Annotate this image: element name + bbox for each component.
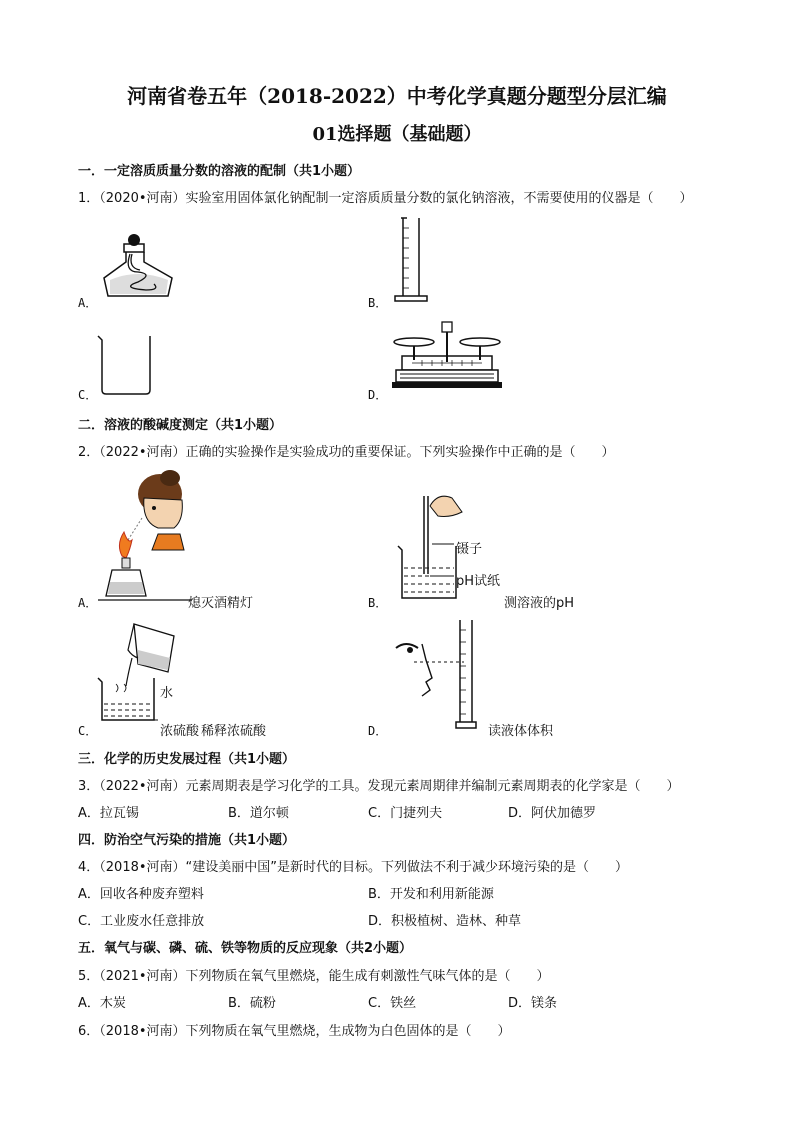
option: C．工业废水任意排放 <box>78 914 205 929</box>
option-caption: 稀释浓硫酸 <box>201 724 267 739</box>
option-label: A． <box>78 296 98 310</box>
option: C．门捷列夫 <box>368 806 443 821</box>
question-stem: 6．（2018•河南）下列物质在氧气里燃烧，生成物为白色固体的是（ ） <box>78 1024 511 1039</box>
question-stem: 2．（2022•河南）正确的实验操作是实验成功的重要保证。下列实验操作中正确的是（ ） <box>78 445 615 460</box>
section-heading: 二．溶液的酸碱度测定（共1小题） <box>78 418 283 433</box>
option: D．积极植树、造林、种草 <box>368 914 522 929</box>
beaker-image <box>98 334 154 396</box>
option-label: D． <box>368 724 388 738</box>
option-label: A． <box>78 596 98 610</box>
blowing-out-lamp-image <box>98 470 198 604</box>
dilution-image <box>98 620 158 726</box>
section-heading: 三．化学的历史发展过程（共1小题） <box>78 752 296 767</box>
option: A．回收各种废弃塑料 <box>78 887 204 902</box>
option: B．道尔顿 <box>228 806 289 821</box>
tweezers-label: 镊子 <box>456 542 483 557</box>
option: A．拉瓦锡 <box>78 806 139 821</box>
option-label: B． <box>368 596 388 610</box>
graduated-cylinder-image <box>395 216 435 306</box>
question-stem: 5．（2021•河南）下列物质在氧气里燃烧，能生成有刺激性气味气体的是（ ） <box>78 969 550 984</box>
question-stem: 3．（2022•河南）元素周期表是学习化学的工具。发现元素周期律并编制元素周期表的化学家是（ ） <box>78 779 680 794</box>
document-subtitle: 01选择题（基础题） <box>312 124 482 145</box>
option: A．木炭 <box>78 996 126 1011</box>
option-label: B． <box>368 296 388 310</box>
option: C．铁丝 <box>368 996 417 1011</box>
document-title: 河南省卷五年（2018-2022）中考化学真题分题型分层汇编 <box>127 84 667 108</box>
option: B．开发和利用新能源 <box>368 887 494 902</box>
option: D．镁条 <box>508 996 558 1011</box>
question-stem: 4．（2018•河南）“建设美丽中国”是新时代的目标。下列做法不利于减少环境污染的是（ ） <box>78 860 628 875</box>
option: B．硫粉 <box>228 996 276 1011</box>
option: D．阿伏加德罗 <box>508 806 597 821</box>
reading-volume-image <box>392 618 492 732</box>
option-caption: 读液体体积 <box>488 724 554 739</box>
gas-bottle-image <box>98 228 178 310</box>
option-caption: 熄灭酒精灯 <box>188 596 254 611</box>
section-heading: 一．一定溶质质量分数的溶液的配制（共1小题） <box>78 164 361 179</box>
option-label: C． <box>78 388 98 402</box>
water-label: 水 <box>160 686 174 701</box>
balance-image <box>392 320 504 400</box>
option-label: D． <box>368 388 388 402</box>
section-heading: 四．防治空气污染的措施（共1小题） <box>78 833 296 848</box>
option-label: C． <box>78 724 98 738</box>
ph-paper-label: pH试纸 <box>456 574 501 589</box>
option-caption: 测溶液的pH <box>504 596 575 611</box>
question-stem: 1．（2020•河南）实验室用固体氯化钠配制一定溶质质量分数的氯化钠溶液，不需要使用的仪器是（ ） <box>78 191 693 206</box>
acid-label: 浓硫酸 <box>160 724 200 739</box>
section-heading: 五．氧气与碳、磷、硫、铁等物质的反应现象（共2小题） <box>78 941 413 956</box>
